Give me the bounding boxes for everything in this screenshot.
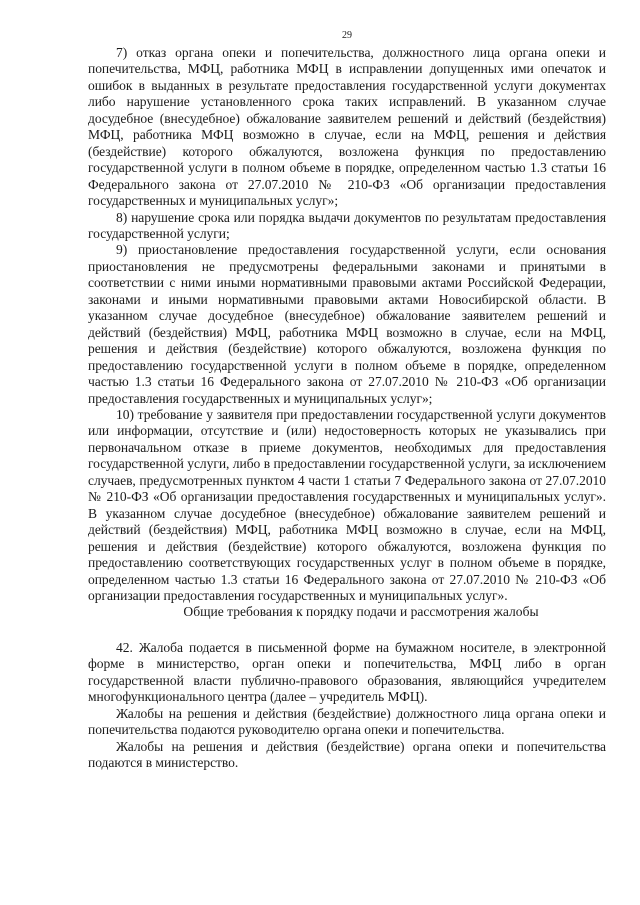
section-spacer [88,621,606,640]
paragraph-42: 42. Жалоба подается в письменной форме на бумажном носителе, в электронной форме в министерство, орган опеки и попечительства, МФЦ либо в орган государственной власти публично-правового образования, являющийся учредителем многофункционального центра (далее – учредитель МФЦ). [88,639,606,705]
document-page [88,30,606,890]
list-item-10: 10) требование у заявителя при предоставлении государственной услуги документов или информации, отсутствие и (или) недостоверность которых не указывались при первоначальном отказе в приеме документов, необходимых для предоставления государственной услуги, либо в предоставлении государственной услуги, за исключением случаев, предусмотренных пунктом 4 части 1 статьи 7 Федерального закона от 27.07.2010 № 210-ФЗ «Об организации предоставления государственных и муниципальных услуг». В указанном случае досудебное (внесудебное) обжалование заявителем решений и действий (бездействия) МФЦ, работника МФЦ возможно в случае, если на МФЦ, решения и действия (бездействие) которого обжалуются, возложена функция по предоставлению соответствующих государственных услуг в полном объеме в порядке, определенном частью 1.3 статьи 16 Федерального закона от 27.07.2010 № 210-ФЗ «Об организации предоставления государственных и муниципальных услуг». [88,406,606,603]
section-heading: Общие требования к порядку подачи и рассмотрения жалобы [183,604,539,620]
paragraph-complaints-ministry: Жалобы на решения и действия (бездействие) органа опеки и попечительства подаются в министерство. [88,738,606,771]
paragraph-complaints-official: Жалобы на решения и действия (бездействие) должностного лица органа опеки и попечительства подаются руководителю органа опеки и попечительства. [88,705,606,738]
list-item-9: 9) приостановление предоставления государственной услуги, если основания приостановления не предусмотрены федеральными законами и принятыми в соответствии с ними иными нормативными правовыми актами Российской Федерации, законами и иными нормативными правовыми актами Новосибирской области. В указанном случае досудебное (внесудебное) обжалование заявителем решений и действий (бездействия) МФЦ, работника МФЦ возможно в случае, если на МФЦ, решения и действия (бездействие) которого обжалуются, возложена функция по предоставлению государственной услуги в полном объеме в порядке, определенном частью 1.3 статьи 16 Федерального закона от 27.07.2010 № 210-ФЗ «Об организации предоставления государственных и муниципальных услуг»; [88,242,606,406]
list-item-7: 7) отказ органа опеки и попечительства, должностного лица органа опеки и попечительства, МФЦ, работника МФЦ в исправлении допущенных ими опечаток и ошибок в выданных в результате предоставления государственной услуги документах либо нарушение установленного срока таких исправлений. В указанном случае досудебное (внесудебное) обжалование заявителем решений и действий (бездействия) МФЦ, работника МФЦ возможно в случае, если на МФЦ, решения и действия (бездействие) которого обжалуются, возложена функция по предоставлению государственной услуги в полном объеме в порядке, определенном частью 1.3 статьи 16 Федерального закона от 27.07.2010 № 210-ФЗ «Об организации предоставления государственных и муниципальных услуг»; [88,45,606,209]
list-item-8: 8) нарушение срока или порядка выдачи документов по результатам предоставления государственной услуги; [88,209,606,241]
page-number: 29 [342,30,352,41]
